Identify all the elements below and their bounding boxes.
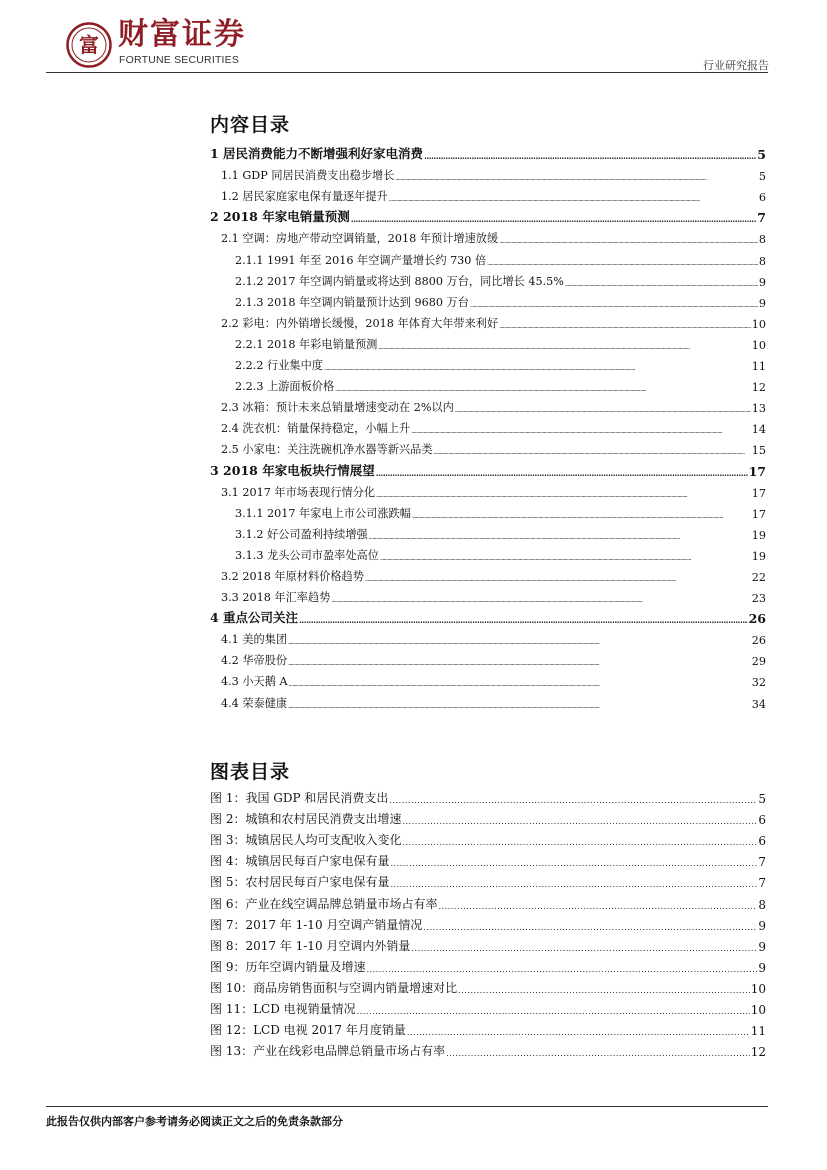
toc-entry-level-1[interactable] [210, 457, 766, 478]
entry-title: 图 5：农村居民每百户家电保有量 [210, 875, 390, 890]
page-number: 32 [751, 676, 766, 690]
dot-leader [424, 147, 756, 162]
dot-leader [324, 360, 751, 373]
page-number: 9 [758, 296, 766, 310]
page-number: 7 [758, 876, 766, 891]
page-number: 5 [758, 792, 766, 807]
dot-leader [378, 339, 750, 352]
entry-title: 4.3 小天鹅 A [221, 675, 288, 689]
entry-title: 图 7：2017 年 1-10 月空调产销量情况 [210, 917, 423, 932]
toc-entry-level-1[interactable] [210, 141, 766, 162]
dot-leader [366, 961, 757, 975]
page-number: 10 [751, 317, 766, 331]
dot-leader [365, 571, 751, 584]
entry-title: 图 4：城镇居民每百户家电保有量 [210, 854, 390, 869]
figures-title: 图表目录 [210, 761, 291, 783]
page-number: 5 [757, 147, 766, 163]
page-number: 17 [751, 486, 766, 500]
dot-leader [458, 982, 750, 996]
page-number: 23 [751, 592, 766, 606]
entry-title: 图 12：LCD 电视 2017 年月度销量 [210, 1023, 406, 1038]
toc-entry-level-2[interactable] [210, 225, 766, 246]
dot-leader [288, 634, 751, 647]
entry-title: 图 9：历年空调内销量及增速 [210, 959, 366, 974]
dot-leader [499, 318, 751, 331]
entry-title: 图 11：LCD 电视销量情况 [210, 1002, 356, 1017]
dot-leader [455, 402, 751, 415]
toc-entry-level-2[interactable] [210, 436, 766, 457]
report-type: 行业研究报告 [703, 59, 769, 72]
entry-title: 图 2：城镇和农村居民消费支出增速 [210, 812, 402, 827]
svg-text:富: 富 [79, 33, 99, 57]
toc-entry-level-2[interactable] [210, 689, 766, 710]
page-number: 26 [748, 611, 766, 627]
page-number: 6 [758, 834, 766, 849]
figure-entry[interactable] [210, 933, 766, 954]
entry-title: 3.1.1 2017 年家电上市公司涨跌幅 [235, 506, 411, 520]
dot-leader [411, 940, 757, 954]
toc-entry-level-3[interactable] [210, 521, 766, 542]
page-number: 17 [748, 463, 766, 479]
header-divider [46, 72, 768, 73]
entry-title: 1.1 GDP 同居民消费支出稳步增长 [221, 169, 395, 183]
toc-entry-level-2[interactable] [210, 563, 766, 584]
toc-entry-level-3[interactable] [210, 268, 766, 289]
dot-leader [487, 255, 758, 268]
page-number: 9 [758, 939, 766, 954]
entry-title: 3.2 2018 年原材料价格趋势 [221, 569, 364, 583]
toc-entry-level-2[interactable] [210, 415, 766, 436]
figure-entry[interactable] [210, 1038, 766, 1059]
toc-entry-level-2[interactable] [210, 647, 766, 668]
dot-leader [434, 444, 751, 457]
entry-title: 4.2 华帝股份 [221, 654, 288, 668]
entry-title: 3.3 2018 年汇率趋势 [221, 591, 331, 605]
toc-entry-level-3[interactable] [210, 246, 766, 267]
dot-leader [390, 855, 757, 869]
toc-entry-level-3[interactable] [210, 289, 766, 310]
page-number: 29 [751, 655, 766, 669]
dot-leader [412, 508, 751, 521]
dot-leader [565, 276, 758, 289]
entry-title: 图 13：产业在线彩电品牌总销量市场占有率 [210, 1044, 446, 1059]
entry-title: 图 3：城镇居民人均可支配收入变化 [210, 833, 402, 848]
entry-title: 4.4 荣泰健康 [221, 696, 288, 710]
page-number: 5 [758, 170, 766, 184]
entry-title: 3.1 2017 年市场表现行情分化 [221, 485, 376, 499]
dot-leader [376, 464, 748, 479]
figure-entry[interactable] [210, 1017, 766, 1038]
page-header [0, 0, 827, 80]
toc-entry-level-3[interactable] [210, 331, 766, 352]
entry-title: 2.2.2 行业集中度 [235, 359, 323, 373]
page-number: 12 [751, 381, 766, 395]
toc-entry-level-3[interactable] [210, 542, 766, 563]
list-of-figures [210, 785, 766, 1059]
entry-title: 2.2.3 上游面板价格 [235, 380, 335, 394]
toc-entry-level-2[interactable] [210, 584, 766, 605]
entry-title: 2.1.3 2018 年空调内销量预计达到 9680 万台 [235, 295, 469, 309]
entry-title: 2.2.1 2018 年彩电销量预测 [235, 337, 378, 351]
dot-leader [390, 876, 757, 890]
page-number: 6 [758, 191, 766, 205]
entry-title: 2.1 空调：房地产带动空调销量，2018 年预计增速放缓 [221, 232, 499, 246]
toc-entry-level-1[interactable] [210, 204, 766, 225]
dot-leader [331, 592, 750, 605]
dot-leader [335, 381, 751, 394]
page-number: 12 [750, 1045, 766, 1060]
entry-title: 图 10：商品房销售面积与空调内销量增速对比 [210, 980, 458, 995]
toc-entry-level-3[interactable] [210, 373, 766, 394]
dot-leader [389, 792, 757, 806]
entry-title: 2.4 洗衣机：销量保持稳定，小幅上升 [221, 422, 411, 436]
toc-entry-level-2[interactable] [210, 310, 766, 331]
table-of-contents [210, 141, 766, 711]
dot-leader [499, 233, 758, 246]
entry-title: 1.2 居民家庭家电保有量逐年提升 [221, 190, 388, 204]
dot-leader [395, 170, 757, 183]
page-number: 8 [758, 254, 766, 268]
dot-leader [288, 698, 751, 711]
entry-title: 3 2018 年家电板块行情展望 [210, 462, 375, 478]
figure-entry[interactable] [210, 827, 766, 848]
page-number: 6 [758, 813, 766, 828]
entry-title: 1 居民消费能力不断增强利好家电消费 [210, 146, 424, 162]
footer-divider [46, 1106, 768, 1107]
page-number: 14 [751, 423, 766, 437]
figure-entry[interactable] [210, 890, 766, 911]
page-number: 9 [758, 960, 766, 975]
page-number: 34 [751, 697, 766, 711]
toc-title: 内容目录 [210, 114, 291, 136]
dot-leader [376, 487, 751, 500]
toc-entry-level-2[interactable] [210, 479, 766, 500]
entry-title: 3.1.2 好公司盈利持续增强 [235, 527, 368, 541]
figure-entry[interactable] [210, 954, 766, 975]
brand-name-cn: 财富证券 [118, 17, 246, 52]
dot-leader [380, 550, 751, 563]
figure-entry[interactable] [210, 975, 766, 996]
entry-title: 2 2018 年家电销量预测 [210, 209, 350, 225]
toc-entry-level-2[interactable] [210, 668, 766, 689]
entry-title: 3.1.3 龙头公司市盈率处高位 [235, 548, 379, 562]
page-number: 13 [751, 402, 766, 416]
toc-entry-level-2[interactable] [210, 162, 766, 183]
page-number: 15 [751, 444, 766, 458]
entry-title: 2.1.2 2017 年空调内销量或将达到 8800 万台，同比增长 45.5% [235, 274, 564, 288]
page-number: 9 [758, 918, 766, 933]
dot-leader [289, 676, 751, 689]
toc-entry-level-2[interactable] [210, 394, 766, 415]
page-number: 22 [751, 570, 766, 584]
figure-entry[interactable] [210, 996, 766, 1017]
page-number: 11 [751, 360, 766, 374]
dot-leader [423, 919, 757, 933]
toc-entry-level-3[interactable] [210, 352, 766, 373]
page-number: 19 [751, 528, 766, 542]
dot-leader [389, 191, 758, 204]
entry-title: 2.3 冰箱：预计未来总销量增速变动在 2%以内 [221, 401, 454, 415]
figure-entry[interactable] [210, 785, 766, 806]
entry-title: 2.2 彩电：内外销增长缓慢，2018 年体育大年带来利好 [221, 316, 499, 330]
page-number: 9 [758, 275, 766, 289]
dot-leader [288, 655, 751, 668]
page-number: 10 [750, 981, 766, 996]
page-number: 17 [751, 507, 766, 521]
page-number: 10 [750, 1003, 766, 1018]
brand-name-en: FORTUNE SECURITIES [119, 54, 240, 66]
page-number: 8 [758, 233, 766, 247]
toc-entry-level-2[interactable] [210, 626, 766, 647]
dot-leader [299, 611, 748, 626]
page-number: 11 [750, 1024, 766, 1039]
toc-entry-level-1[interactable] [210, 605, 766, 626]
figure-entry[interactable] [210, 848, 766, 869]
dot-leader [357, 1003, 750, 1017]
toc-entry-level-3[interactable] [210, 500, 766, 521]
page-number: 26 [751, 634, 766, 648]
figure-entry[interactable] [210, 806, 766, 827]
page-number: 7 [758, 855, 766, 870]
fortune-seal-logo-icon [66, 22, 112, 68]
dot-leader [446, 1045, 750, 1059]
entry-title: 图 1：我国 GDP 和居民消费支出 [210, 791, 389, 806]
entry-title: 2.1.1 1991 年至 2016 年空调产量增长约 730 倍 [235, 253, 487, 267]
dot-leader [402, 834, 757, 848]
footer-disclaimer: 此报告仅供内部客户参考请务必阅读正文之后的免责条款部分 [46, 1115, 343, 1128]
page-number: 8 [758, 897, 766, 912]
figure-entry[interactable] [210, 912, 766, 933]
dot-leader [411, 423, 751, 436]
page-number: 7 [757, 210, 766, 226]
page-number: 10 [751, 338, 766, 352]
entry-title: 4 重点公司关注 [210, 610, 299, 626]
dot-leader [351, 210, 757, 225]
page-number: 19 [751, 549, 766, 563]
dot-leader [438, 898, 757, 912]
entry-title: 2.5 小家电：关注洗碗机净水器等新兴品类 [221, 443, 433, 457]
figure-entry[interactable] [210, 869, 766, 890]
dot-leader [369, 529, 751, 542]
dot-leader [402, 813, 757, 827]
toc-entry-level-2[interactable] [210, 183, 766, 204]
entry-title: 图 8：2017 年 1-10 月空调内外销量 [210, 938, 411, 953]
entry-title: 4.1 美的集团 [221, 633, 288, 647]
entry-title: 图 6：产业在线空调品牌总销量市场占有率 [210, 896, 438, 911]
dot-leader [407, 1024, 750, 1038]
dot-leader [470, 297, 758, 310]
